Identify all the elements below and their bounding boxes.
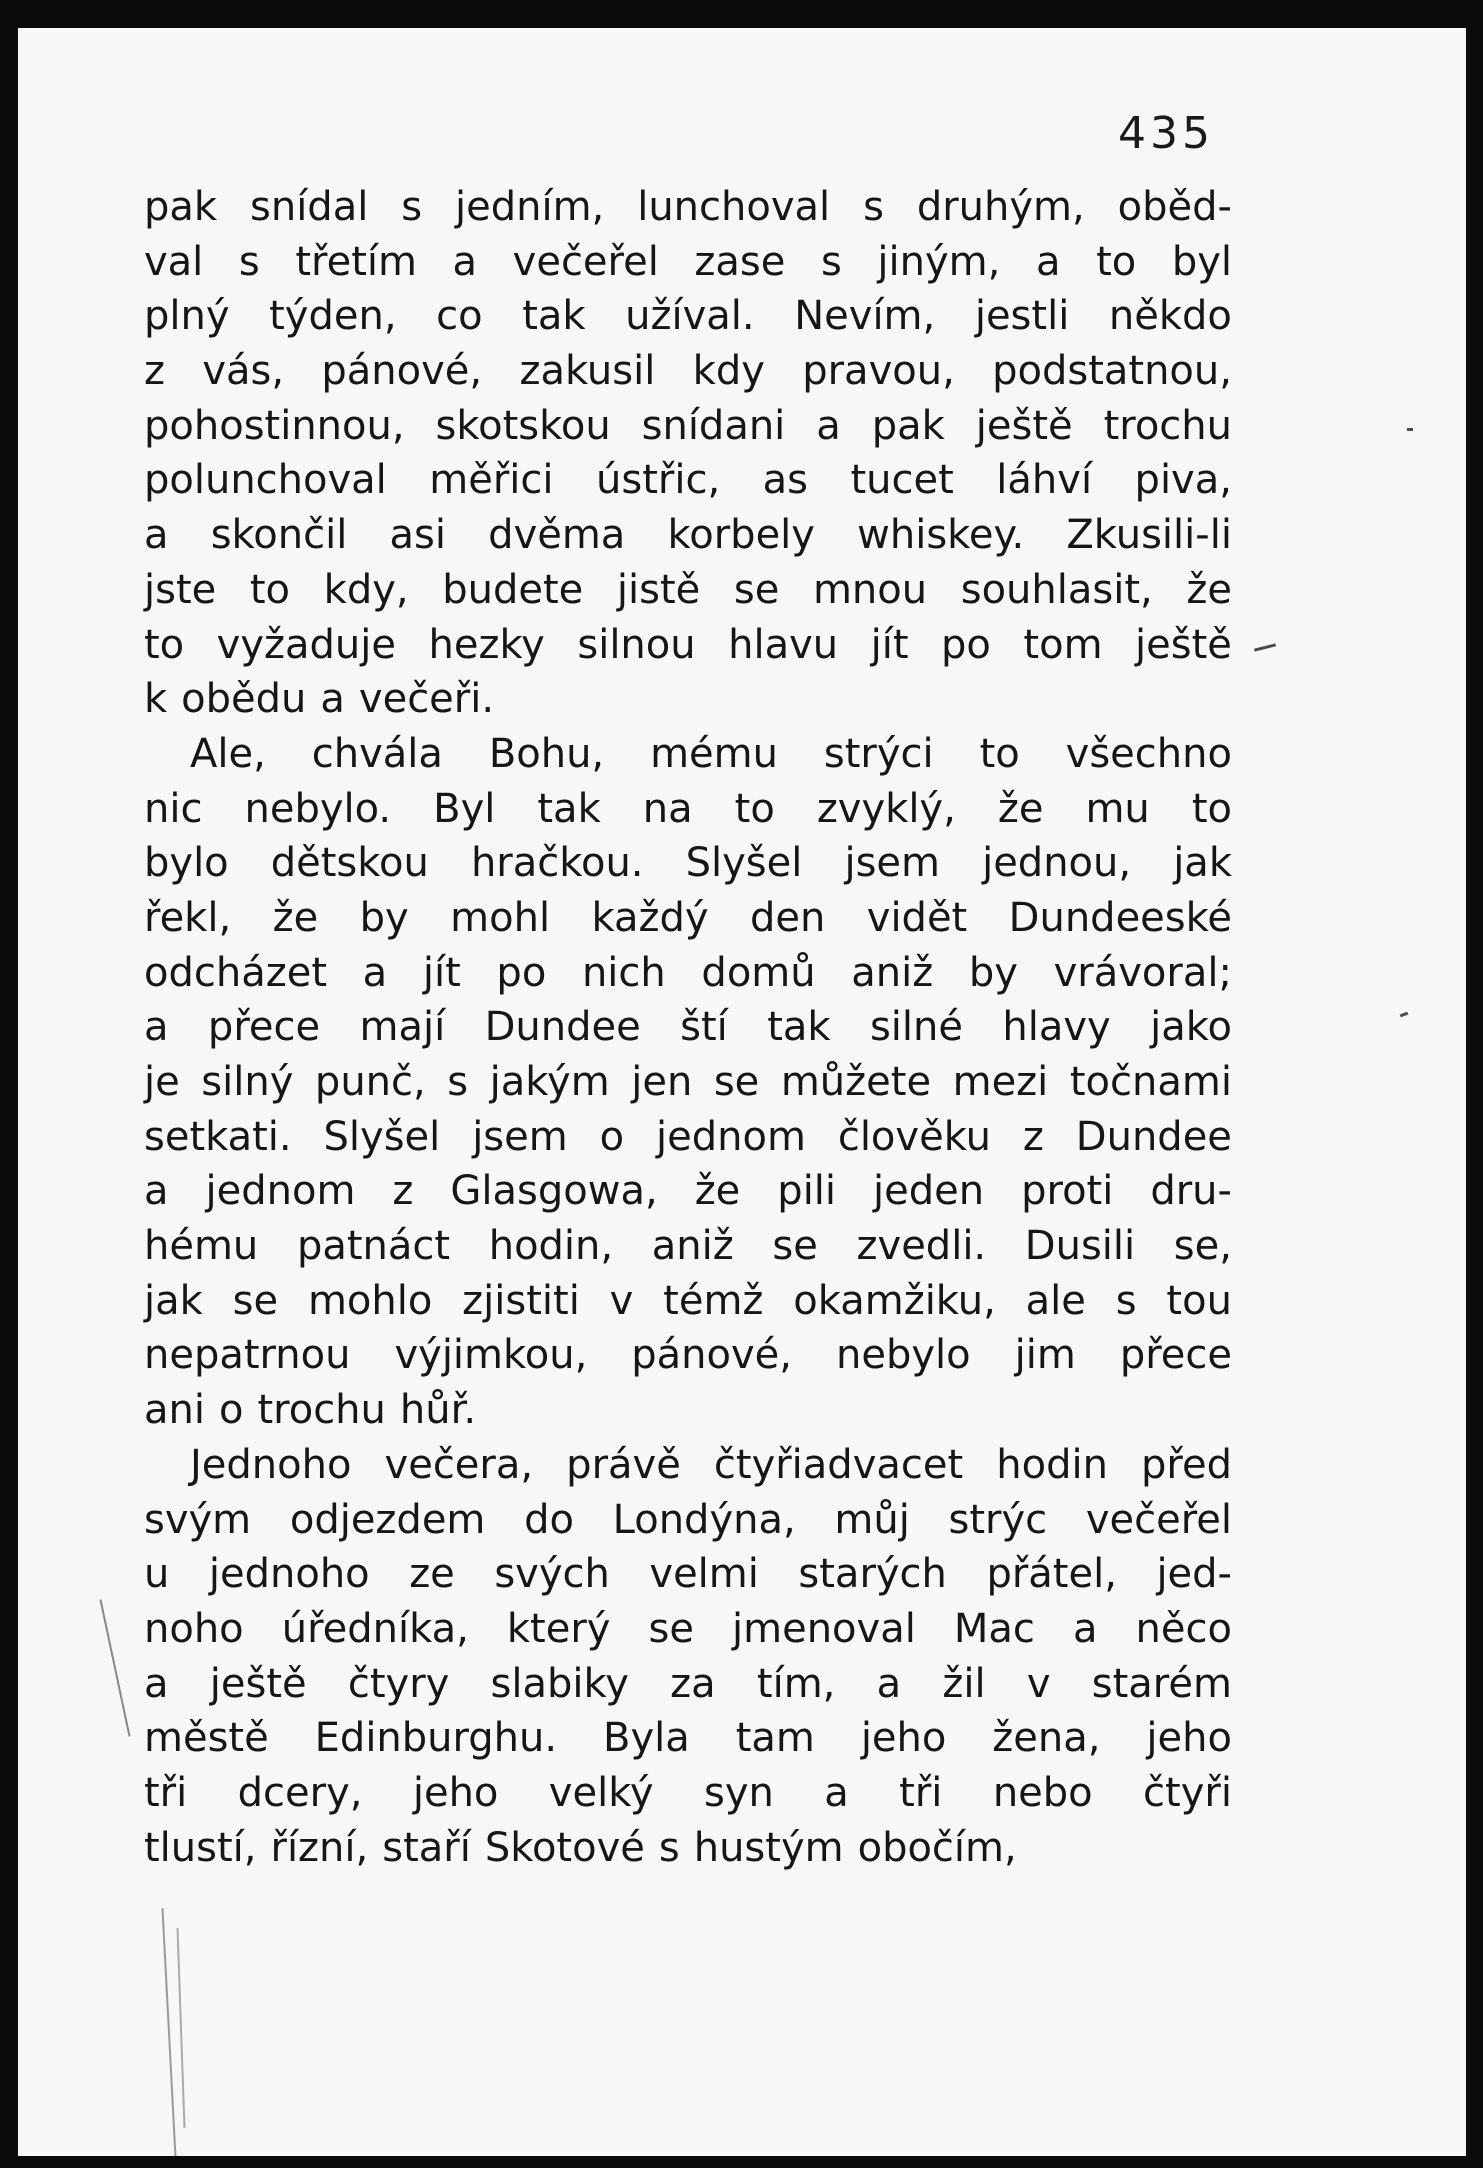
text-line: nepatrnou výjimkou, pánové, nebylo jim přece [144, 1332, 1232, 1379]
text-line: městě Edinburghu. Byla tam jeho žena, jeho [144, 1715, 1232, 1762]
margin-mark [1254, 643, 1276, 651]
margin-mark [99, 1599, 130, 1736]
text-line: a jednom z Glasgowa, že pili jeden proti dru- [144, 1168, 1232, 1215]
text-line: tlustí, řízní, staří Skotové s hustým obočím, [144, 1824, 1017, 1871]
text-line: pohostinnou, skotskou snídani a pak ještě trochu [144, 402, 1232, 449]
book-page [18, 28, 1466, 2156]
margin-mark [1407, 428, 1413, 431]
text-line: nic nebylo. Byl tak na to zvyklý, že mu to [144, 785, 1232, 832]
text-line: svým odjezdem do Londýna, můj strýc večeřel [144, 1496, 1232, 1543]
margin-mark [1400, 1012, 1409, 1018]
text-line: noho úředníka, který se jmenoval Mac a něco [144, 1605, 1232, 1652]
body-text [144, 180, 1232, 1875]
margin-mark [177, 1928, 186, 2128]
text-line: bylo dětskou hračkou. Slyšel jsem jednou, jak [144, 840, 1232, 887]
text-line: řekl, že by mohl každý den vidět Dundeeské [144, 894, 1232, 941]
text-line: jste to kdy, budete jistě se mnou souhlasit, že [144, 566, 1232, 613]
text-line: val s třetím a večeřel zase s jiným, a to byl [144, 238, 1232, 285]
text-line: k obědu a večeři. [144, 676, 495, 723]
text-line: a skončil asi dvěma korbely whiskey. Zkusili-li [144, 512, 1232, 559]
page-number: 435 [1118, 108, 1214, 159]
text-line: z vás, pánové, zakusil kdy pravou, podstatnou, [144, 348, 1232, 395]
text-line: jak se mohlo zjistiti v témž okamžiku, ale s tou [144, 1277, 1232, 1324]
text-line: hému patnáct hodin, aniž se zvedli. Dusili se, [144, 1223, 1232, 1270]
text-line: Jednoho večera, právě čtyřiadvacet hodin před [190, 1441, 1232, 1488]
text-line: odcházet a jít po nich domů aniž by vrávoral; [144, 949, 1232, 996]
text-line: a přece mají Dundee ští tak silné hlavy jako [144, 1004, 1232, 1051]
text-line: tři dcery, jeho velký syn a tři nebo čtyři [144, 1769, 1232, 1816]
text-line: je silný punč, s jakým jen se můžete mezi točnami [144, 1059, 1232, 1105]
text-line: to vyžaduje hezky silnou hlavu jít po tom ještě [144, 621, 1232, 668]
text-line: setkati. Slyšel jsem o jednom člověku z Dundee [144, 1113, 1232, 1160]
text-line: a ještě čtyry slabiky za tím, a žil v starém [144, 1660, 1232, 1707]
text-line: u jednoho ze svých velmi starých přátel, jed- [144, 1551, 1232, 1598]
text-line: Ale, chvála Bohu, mému strýci to všechno [190, 730, 1232, 777]
text-line: ani o trochu hůř. [144, 1387, 477, 1434]
margin-mark [161, 1908, 176, 2156]
text-line: polunchoval měřici ústřic, as tucet láhví piva, [144, 457, 1232, 504]
text-line: pak snídal s jedním, lunchoval s druhým, oběd- [144, 184, 1232, 230]
text-line: plný týden, co tak užíval. Nevím, jestli někdo [144, 293, 1232, 340]
